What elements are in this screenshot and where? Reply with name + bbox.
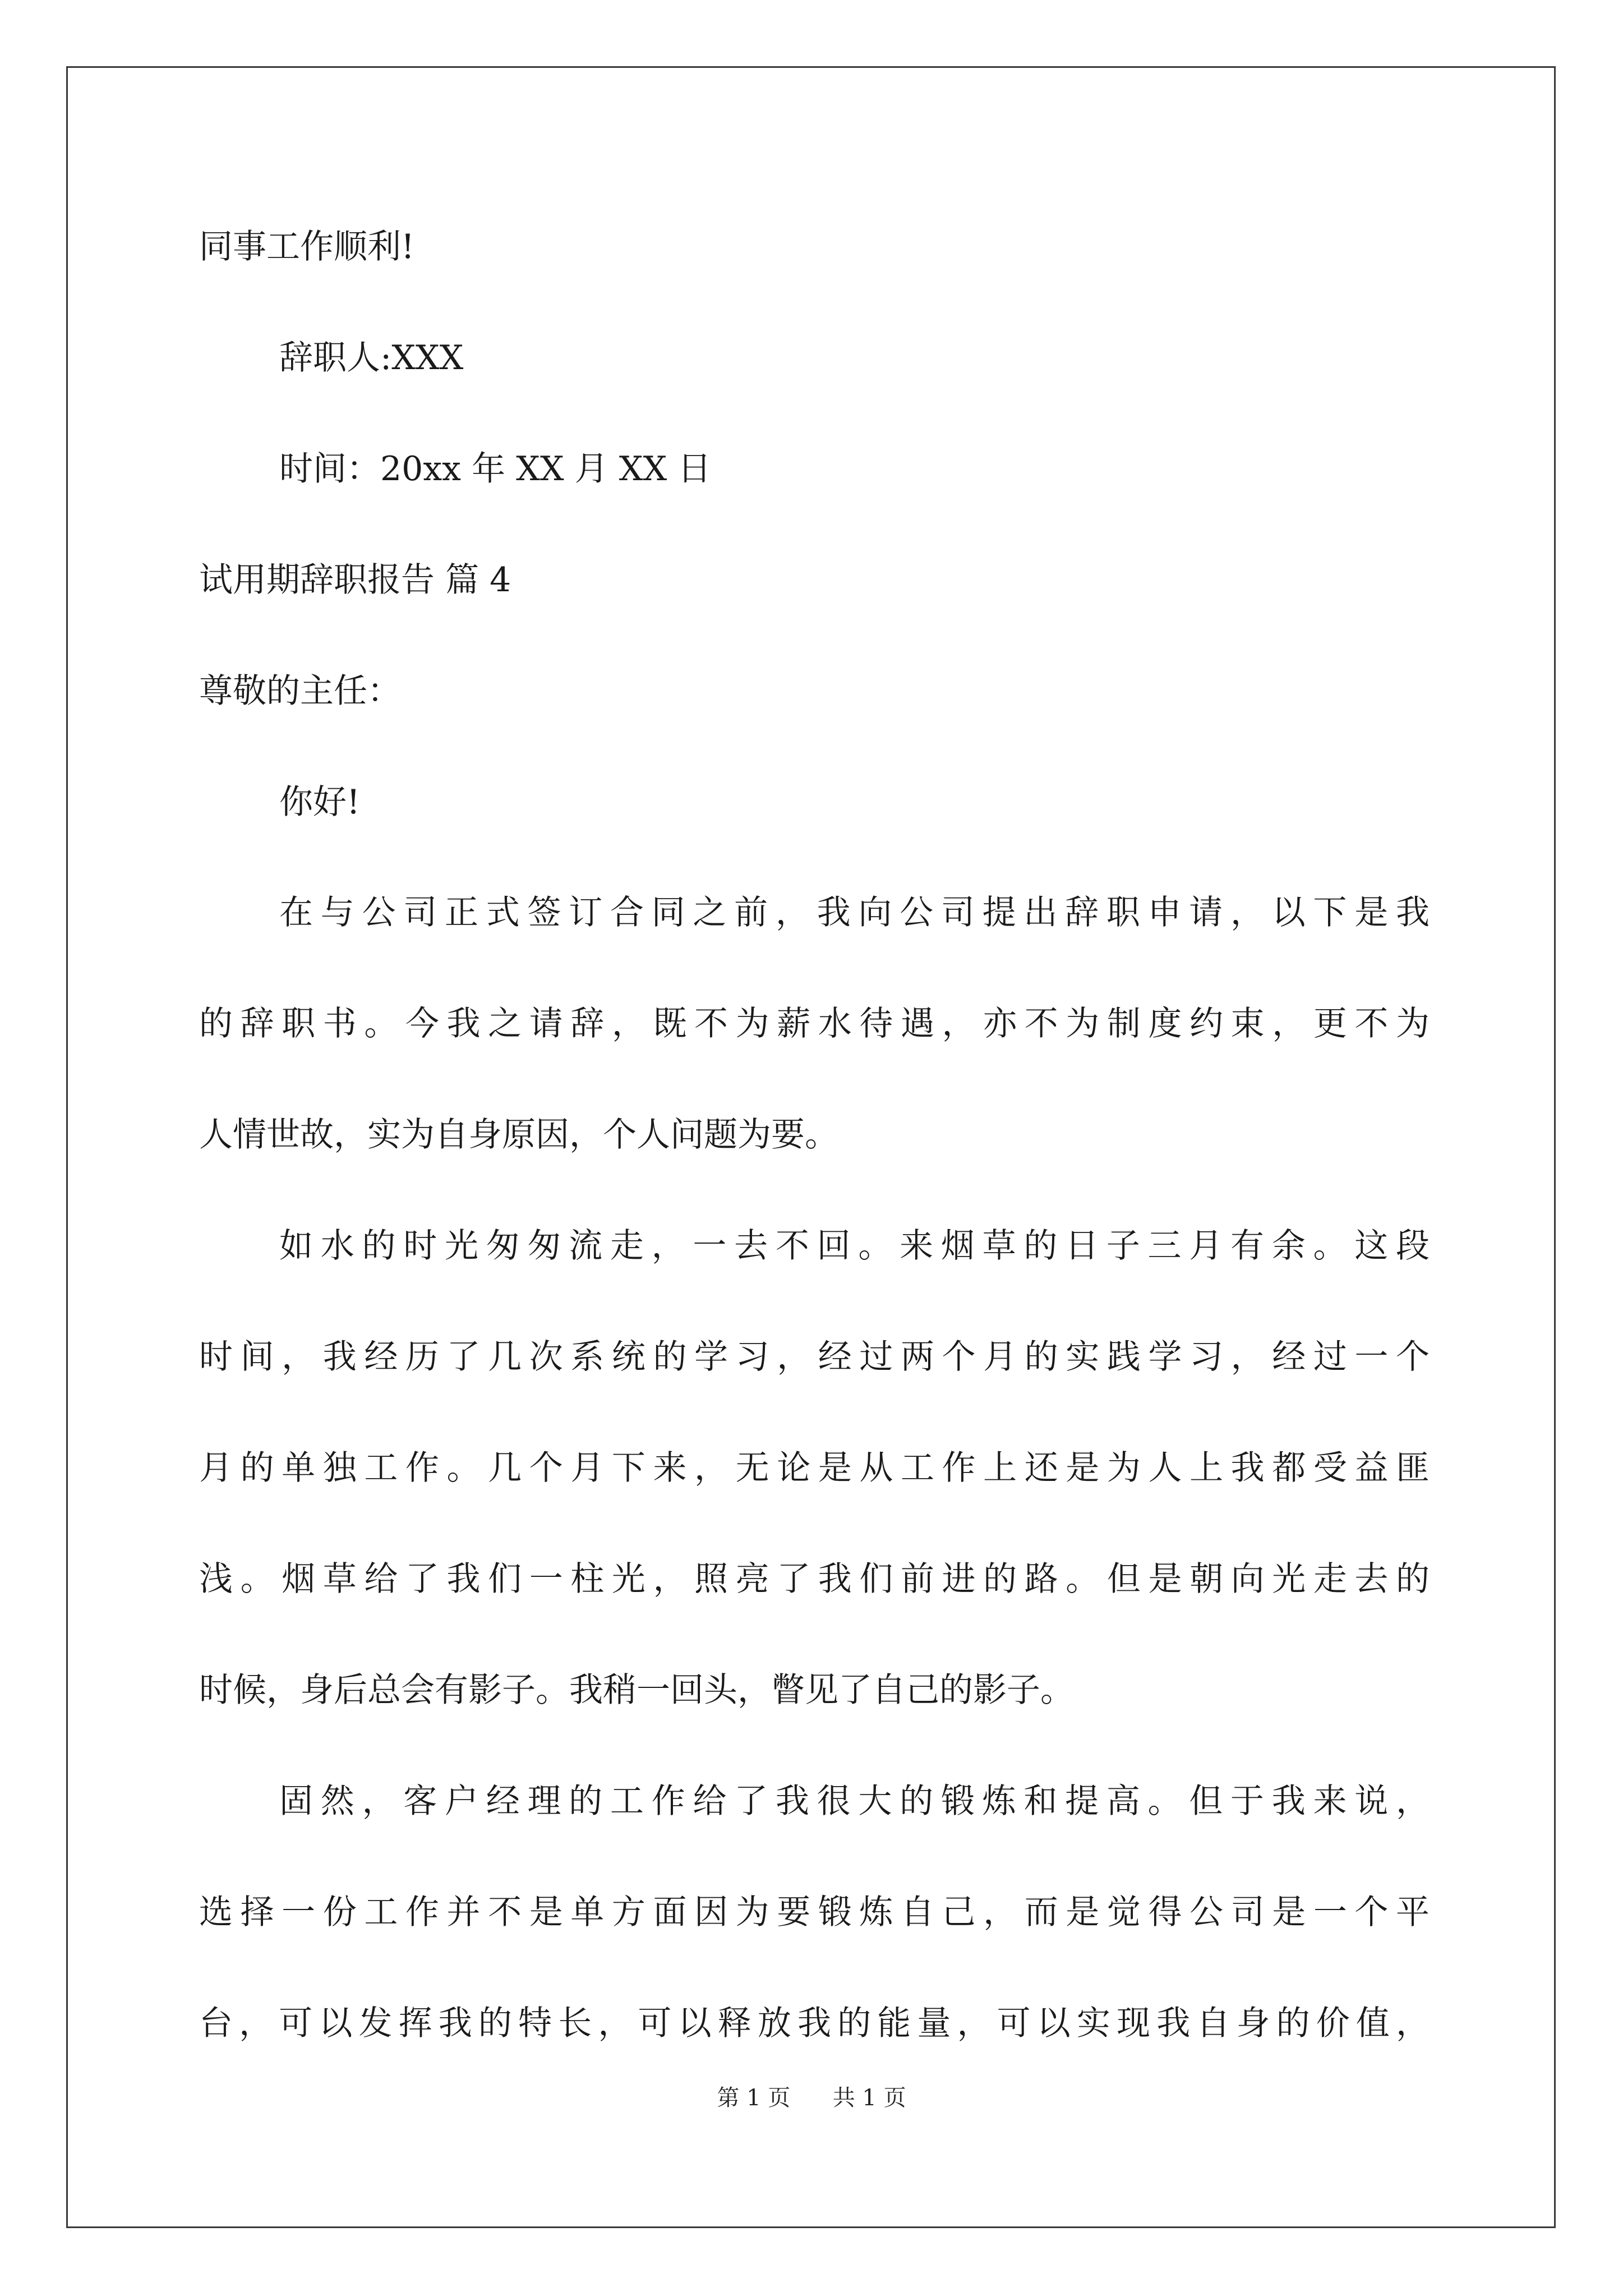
paragraph-line: 在与公司正式签订合同之前，我向公司提出辞职申请，以下是我 [279,893,1430,932]
paragraph-line: 浅。烟草给了我们一柱光，照亮了我们前进的路。但是朝向光走去的 [199,1559,1430,1599]
paragraph-line: 台，可以发挥我的特长，可以释放我的能量，可以实现我自身的价值， [199,2004,1430,2043]
paragraph-line: 时候，身后总会有影子。我稍一回头，瞥见了自己的影子。 [199,1671,1074,1710]
resigner-name: 辞职人:XXX [279,338,464,378]
paragraph-line: 如水的时光匆匆流走，一去不回。来烟草的日子三月有余。这段 [279,1226,1430,1266]
closing-wish: 同事工作顺利! [199,227,415,266]
page-total: 共 1 页 [832,2085,906,2111]
page-number: 第 1 页 [717,2085,791,2111]
greeting: 你好! [279,783,361,822]
paragraph-line: 固然，客户经理的工作给了我很大的锻炼和提高。但于我来说， [279,1782,1430,1821]
paragraph-line: 选择一份工作并不是单方面因为要锻炼自己，而是觉得公司是一个平 [199,1893,1430,1932]
paragraph-line: 人情世故，实为自身原因，个人问题为要。 [199,1115,838,1154]
page-footer [0,2087,1623,2109]
paragraph-line: 时间，我经历了几次系统的学习，经过两个月的实践学习，经过一个 [199,1337,1430,1377]
paragraph-line: 的辞职书。今我之请辞，既不为薪水待遇，亦不为制度约束，更不为 [199,1004,1430,1043]
paragraph-line: 月的单独工作。几个月下来，无论是从工作上还是为人上我都受益匪 [199,1448,1430,1488]
salutation: 尊敬的主任： [199,671,401,711]
section-heading: 试用期辞职报告 篇 4 [199,560,511,600]
signature-date: 时间：20xx 年 XX 月 XX 日 [279,449,712,489]
